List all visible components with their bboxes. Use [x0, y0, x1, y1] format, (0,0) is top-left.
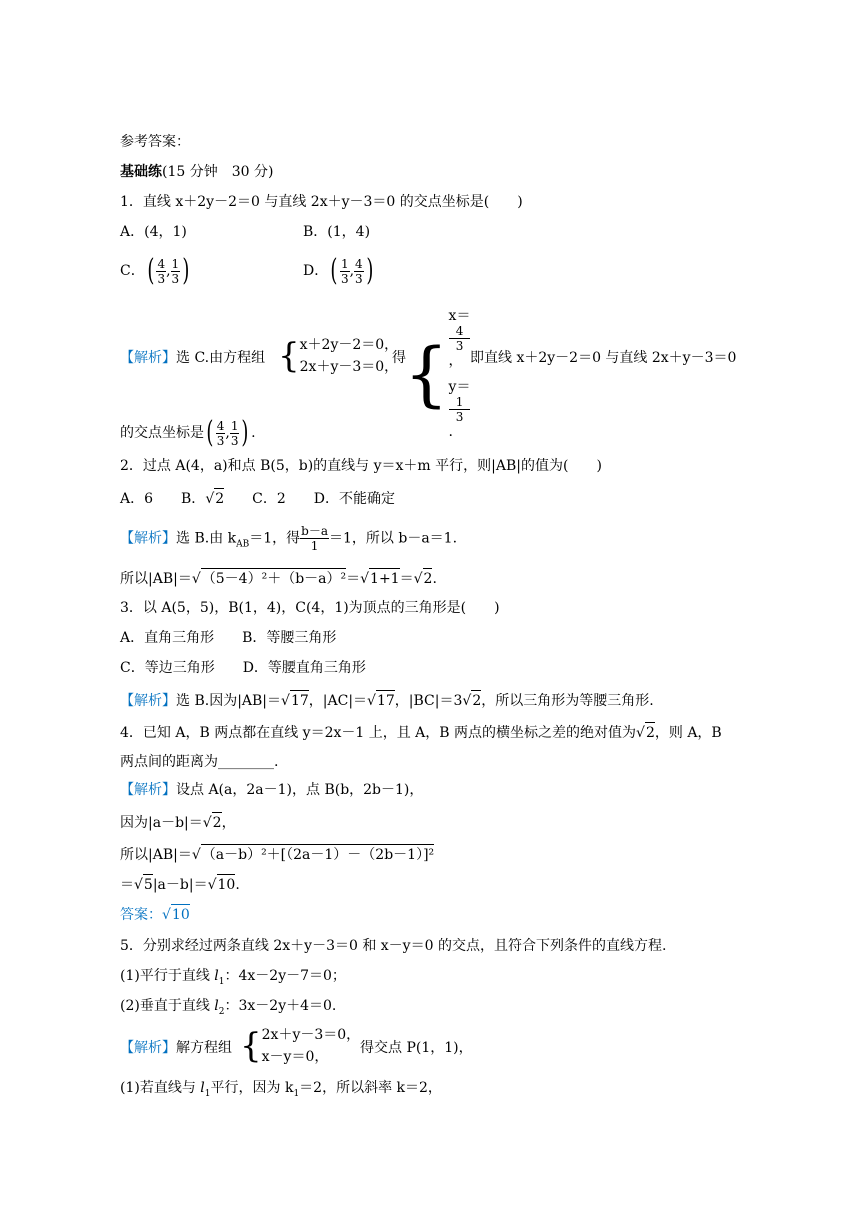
q4-stem-2: 两点间的距离为________. [120, 754, 279, 770]
q4-solution-4: ＝√5|a－b|＝√10. [120, 874, 240, 895]
q3-options-2: C．等边三角形 D．等腰直角三角形 [120, 660, 366, 676]
q1-solution-lead [120, 348, 265, 368]
analysis-tag: 【解析】 [120, 782, 176, 798]
q4-solution-3: 所以|AB|＝√（a－b）²＋[（2a－1）－（2b－1）]² [120, 844, 434, 865]
q5-solution-text: 得交点 P(1，1)， [360, 1040, 473, 1056]
q4-stem-1: 4．已知 A，B 两点都在直线 y＝2x－1 上，且 A，B 两点的横坐标之差的绝对值为√2，则 A，B [120, 722, 722, 743]
q3-stem: 3．以 A(5，5)，B(1，4)，C(4，1)为顶点的三角形是( ) [120, 600, 500, 616]
q5-solution-lead: 【解析】解方程组 [120, 1040, 232, 1056]
analysis-tag: 【解析】 [120, 530, 176, 547]
q1-option-c: C．( $\frac{4}{3}$ , $\frac{1}{3}$ ) [120, 253, 190, 288]
q1-option-d-label: D． [303, 263, 329, 279]
q1-option-b: B．(1，4) [303, 224, 371, 240]
q5-solution-line-2: (1)若直线与 $l_1$平行，因为 $k_1=2$，所以斜率 k＝2， [120, 1080, 442, 1099]
q1-option-c-label: C． [120, 263, 145, 279]
section-meta: (15 分钟 30 分) [162, 164, 274, 180]
q1-c-frac-1: $\frac{4}{3}$ [157, 256, 166, 286]
q2-solution-2: 所以|AB|＝√（5－4）²＋（b－a）²＝√1+1＝√2. [120, 568, 437, 589]
analysis-tag: 【解析】 [120, 1040, 176, 1056]
q5-equation-system: { 2x＋y－3＝0， x－y＝0， [240, 1026, 361, 1066]
answer-label: 答案： [120, 907, 162, 923]
q1-stem: 1．直线 x＋2y－2＝0 与直线 2x＋y－3＝0 的交点坐标是( ) [120, 194, 523, 210]
q5-condition-2: (2)垂直于直线 $l_2$：3x－2y＋4＝0. [120, 998, 337, 1017]
section-heading [120, 162, 273, 182]
q5-stem: 5．分别求经过两条直线 2x＋y－3＝0 和 x－y＝0 的交点，且符合下列条件的直线方程. [120, 938, 667, 954]
analysis-tag: 【解析】 [120, 693, 176, 709]
q1-result-system: { x＝ 4 3 ， y＝ 1 3 . [404, 308, 471, 440]
q1-solution-line-2: 的交点坐标是( $\frac{4}{3}$ , $\frac{1}{3}$ ) . [120, 415, 256, 450]
q1-solution-text-2: 即直线 x＋2y－2＝0 与直线 2x＋y－3＝0 [470, 350, 737, 366]
q4-answer: 答案：√10 [120, 904, 190, 925]
q1-c-frac-2: $\frac{1}{3}$ [171, 256, 180, 286]
q1-option-d: D．( $\frac{1}{3}$ , $\frac{4}{3}$ ) [303, 253, 374, 288]
q5-condition-1: (1)平行于直线 $l_1$：4x－2y－7＝0； [120, 968, 346, 987]
q1-equation-system: { x＋2y－2＝0， 2x＋y－3＝0， [278, 336, 399, 376]
q2-solution-1: 【解析】选 B.由 $k_{AB}=1$，得 $\frac{b-a}{1}$ ＝1，所以 b－a＝1. [120, 524, 458, 553]
section-title: 基础练 [120, 164, 162, 180]
answer-heading: 参考答案： [120, 134, 190, 150]
q4-solution-2: 因为|a－b|＝√2， [120, 812, 236, 833]
q4-solution-1: 【解析】设点 A(a，2a－1)，点 B(b，2b－1)， [120, 782, 424, 798]
q1-solution-text: 选 C.由方程组 [176, 350, 266, 366]
q2-options: A．6 B．√2 C．2 D．不能确定 [120, 488, 395, 509]
q1-eq-2: 2x＋y－3＝0， [299, 359, 399, 375]
q1-d-frac-2: $\frac{4}{3}$ [355, 256, 363, 286]
q3-options-1: A．直角三角形 B．等腰三角形 [120, 630, 337, 646]
q1-d-frac-1: $\frac{1}{3}$ [340, 256, 349, 286]
q1-eq-1: x＋2y－2＝0， [299, 337, 399, 353]
q3-solution: 【解析】选 B.因为|AB|＝√17，|AC|＝√17，|BC|＝3√2，所以三角形为等腰三角形. [120, 690, 654, 711]
analysis-tag: 【解析】 [120, 350, 176, 366]
q1-get: 得 [392, 350, 406, 366]
q1-option-a: A．(4，1) [120, 224, 187, 240]
q2-stem: 2．过点 A(4，a)和点 B(5，b)的直线与 y＝x＋m 平行，则|AB|的值为( ) [120, 458, 602, 474]
